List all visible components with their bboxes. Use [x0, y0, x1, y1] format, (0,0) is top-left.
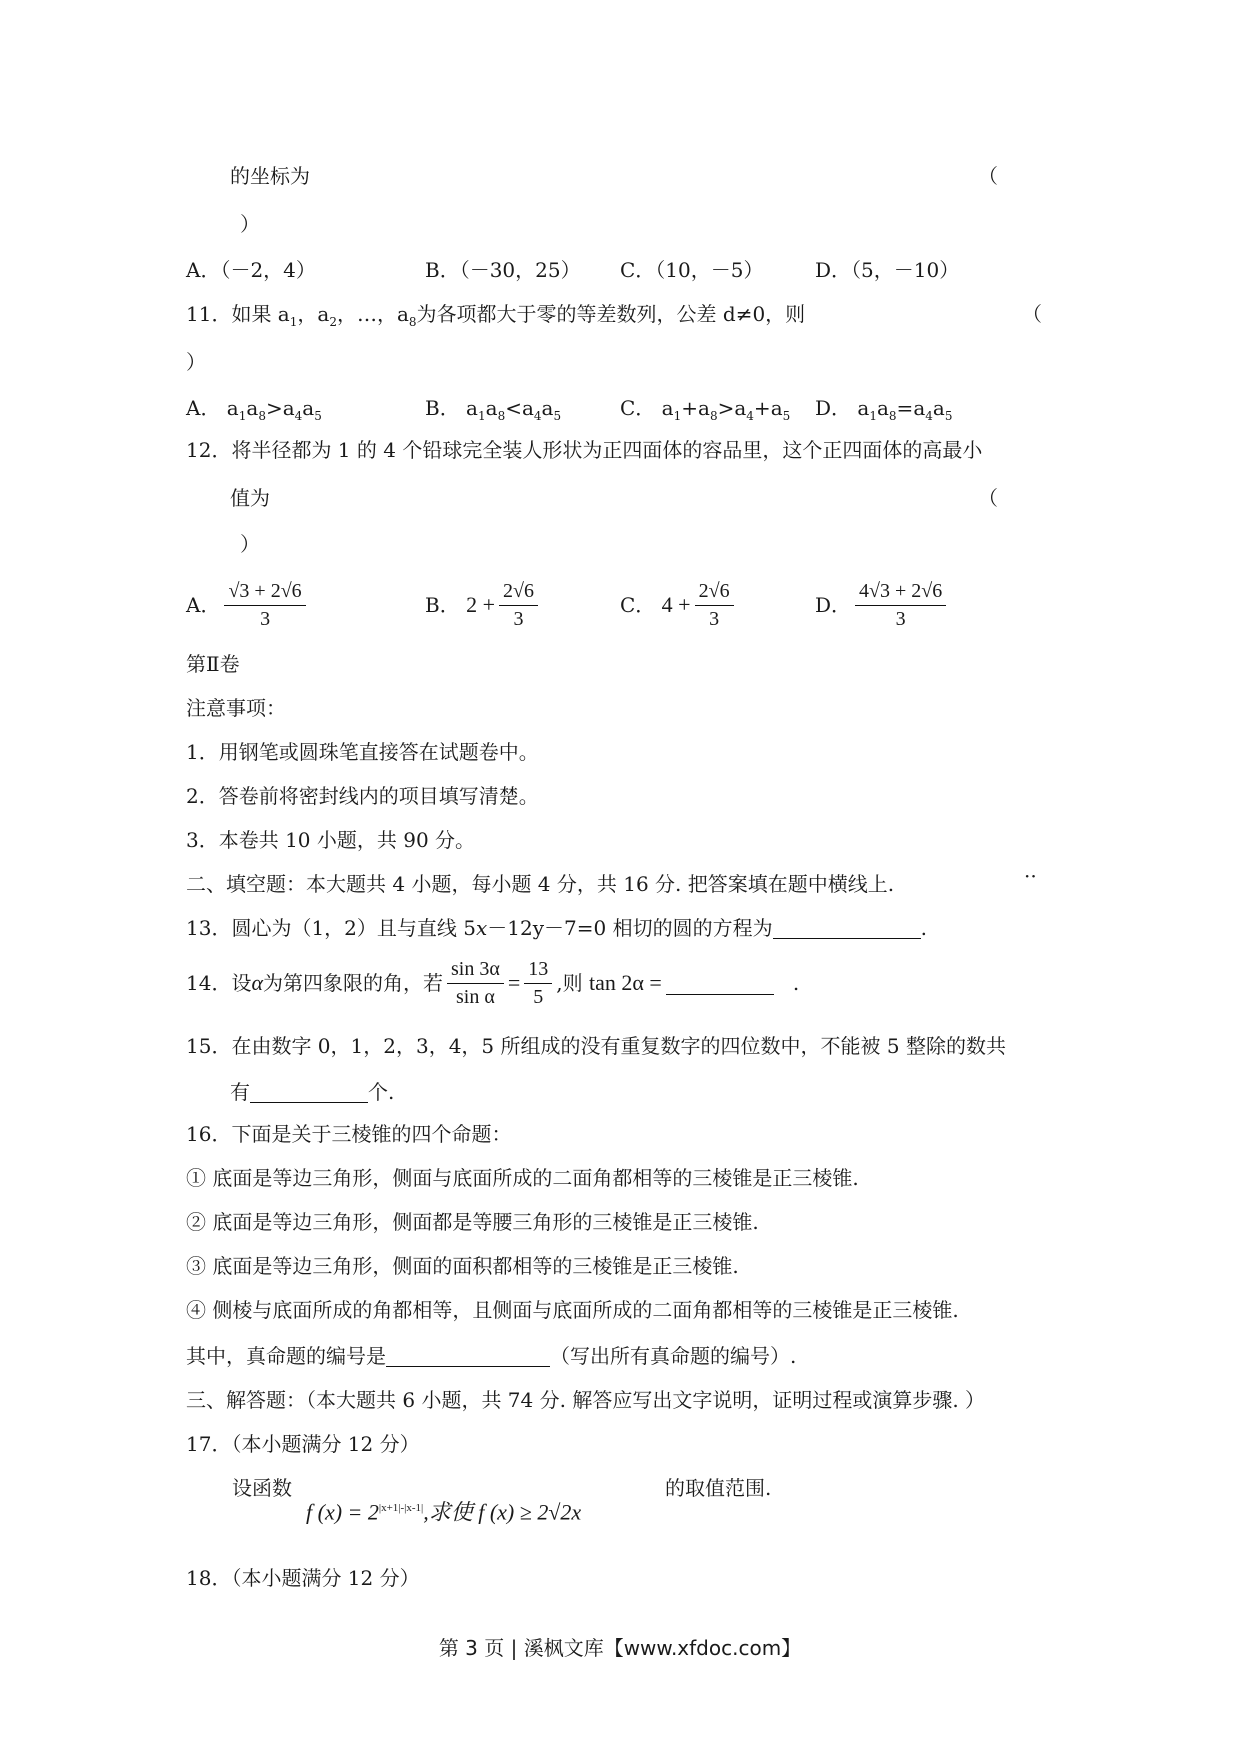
notice-item-2: 2．答卷前将密封线内的项目填写清楚。 — [186, 784, 539, 808]
q12-stem-line2: 值为 — [230, 486, 270, 510]
q16-item-2: ② 底面是等边三角形，侧面都是等腰三角形的三棱锥是正三棱锥. — [186, 1210, 759, 1234]
q15-line1: 15．在由数字 0，1，2，3，4，5 所组成的没有重复数字的四位数中，不能被 5 整除的数共 — [186, 1034, 1006, 1058]
q16-stem: 16．下面是关于三棱锥的四个命题： — [186, 1122, 512, 1146]
q15-answer-blank[interactable] — [250, 1080, 368, 1103]
q16-item-4: ④ 侧棱与底面所成的角都相等，且侧面与底面所成的二面角都相等的三棱锥是正三棱锥. — [186, 1298, 959, 1322]
q11-option-d: D． $a_1a_8=a_4a_5$ — [815, 396, 953, 423]
q12-paren-close: ） — [240, 532, 260, 556]
q15-line2: 有 个. — [230, 1080, 395, 1104]
q11-option-c: C． $a_1+a_8>a_4+a_5$ — [620, 396, 791, 423]
q11-paren-close: ） — [186, 350, 206, 374]
page-footer: 第 3 页 | 溪枫文库【www.xfdoc.com】 — [438, 1636, 802, 1660]
q10-continuation: 的坐标为 — [230, 164, 310, 188]
q11-option-a: A． $a_1a_8>a_4a_5$ — [186, 396, 322, 423]
part2-title: 第Ⅱ卷 — [186, 652, 240, 676]
q12-option-c: C． 4 + $\frac{2√6}{3}$ — [620, 575, 738, 635]
q12-option-d: D． $\frac{4√3 + 2√6}{3}$ — [815, 575, 950, 635]
q10-option-d: D．（5，－10） — [815, 258, 960, 282]
q17-text-pre: 设函数 — [232, 1476, 292, 1500]
q12-option-a: A． $\frac{√3 + 2√6}{3}$ — [186, 575, 310, 635]
solve-heading: 三、解答题：（本大题共 6 小题，共 74 分. 解答应写出文字说明，证明过程或演算步骤. ） — [186, 1388, 986, 1412]
q11-stem: 11．如果 $a_1$，$a_2$，…，$a_8$为各项都大于零的等差数列，公差 d≠0，则 — [186, 302, 806, 329]
q14-answer-blank[interactable] — [666, 972, 774, 995]
q14: 14．设 α 为第四象限的角，若 $\frac{\sin 3\alpha}{\text{sin α}}$ = $\frac{13}{5}$ ,则 tan 2α = . — [186, 957, 800, 1008]
q11-option-b: B． $a_1a_8<a_4a_5$ — [425, 396, 562, 423]
q12-stem-line1: 12．将半径都为 1 的 4 个铅球完全装人形状为正四面体的容品里，这个正四面体的高最小 — [186, 438, 983, 462]
notice-item-1: 1．用钢笔或圆珠笔直接答在试题卷中。 — [186, 740, 539, 764]
heading-mark: ·· — [1024, 864, 1037, 888]
q13-answer-blank[interactable] — [773, 916, 921, 939]
fill-heading: 二、填空题：本大题共 4 小题，每小题 4 分，共 16 分. 把答案填在题中横线上. — [186, 872, 895, 896]
q16-tail: 其中，真命题的编号是 （写出所有真命题的编号）. — [186, 1344, 797, 1368]
q16-item-3: ③ 底面是等边三角形，侧面的面积都相等的三棱锥是正三棱锥. — [186, 1254, 739, 1278]
q17-formula: f $(x) = 2^{|x+1|-|x-1|}$,求使 f (x) ≥ 2√2x — [306, 1499, 582, 1525]
q10-option-a: A．（－2，4） — [186, 258, 316, 282]
q13: 13．圆心为（1，2）且与直线 5x－12y－7=0 相切的圆的方程为 . — [186, 916, 927, 940]
q11-paren-open: （ — [1022, 302, 1042, 326]
notice-item-3: 3．本卷共 10 小题，共 90 分。 — [186, 828, 476, 852]
q10-option-c: C．（10，－5） — [620, 258, 764, 282]
q10-paren-open: （ — [978, 164, 998, 188]
q17-text-post: 的取值范围. — [665, 1476, 772, 1500]
q18-label: 18．（本小题满分 12 分） — [186, 1566, 420, 1590]
q17-label: 17．（本小题满分 12 分） — [186, 1432, 420, 1456]
q10-option-b: B．（－30，25） — [425, 258, 581, 282]
q16-answer-blank[interactable] — [386, 1344, 550, 1367]
q10-paren-close: ） — [240, 212, 260, 236]
q12-paren-open: （ — [978, 486, 998, 510]
q16-item-1: ① 底面是等边三角形，侧面与底面所成的二面角都相等的三棱锥是正三棱锥. — [186, 1166, 859, 1190]
notice-title: 注意事项： — [186, 696, 286, 720]
q12-option-b: B． 2 + $\frac{2√6}{3}$ — [425, 575, 542, 635]
